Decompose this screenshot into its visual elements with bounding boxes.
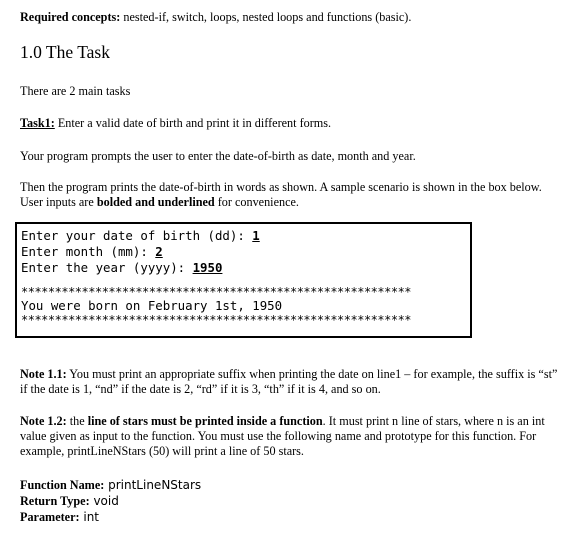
note-1-2-bold: line of stars must be printed inside a function xyxy=(87,414,323,428)
input-year: 1950 xyxy=(192,260,223,275)
prompt-year: Enter the year (yyyy): xyxy=(21,260,193,275)
return-type-line xyxy=(20,494,119,509)
function-name-label: Function Name: xyxy=(20,478,105,492)
required-concepts-label: Required concepts: xyxy=(20,10,121,24)
tasks-intro: There are 2 main tasks xyxy=(20,84,131,98)
required-concepts-text: nested-if, switch, loops, nested loops and functions (basic). xyxy=(120,10,412,24)
then-text-bold: bolded and underlined xyxy=(96,195,215,209)
input-day: 1 xyxy=(252,228,260,243)
parameter-label: Parameter: xyxy=(20,510,80,524)
then-paragraph xyxy=(20,180,560,210)
then-text-after: for convenience. xyxy=(214,195,299,209)
sample-result: You were born on February 1st, 1950 xyxy=(21,298,283,313)
stars-line-bottom: ********************************************************** xyxy=(21,314,412,326)
note-1-1-text: You must print an appropriate suffix when printing the date on line1 – for example, the suffix is “st” if the date is 1, “nd” if the date is 2, “rd” if it is 3, “th” if it is 4, and so on. xyxy=(20,367,558,396)
section-title: 1.0 The Task xyxy=(20,42,110,62)
input-month: 2 xyxy=(155,244,163,259)
note-1-2-label: Note 1.2: xyxy=(20,414,67,428)
parameter-value: int xyxy=(79,510,100,524)
prompt-month: Enter month (mm): xyxy=(21,244,156,259)
prompt-day: Enter your date of birth (dd): xyxy=(21,228,253,243)
task1-line xyxy=(20,116,331,131)
note-1-2-text-2: . It must print n line of stars, where n is an int value given as input to the function. You must use the following name and prototype for this function. For example, printLineNStars (50) will print a line of 50 stars. xyxy=(20,414,545,458)
parameter-line xyxy=(20,510,99,525)
note-1-1-label: Note 1.1: xyxy=(20,367,67,381)
function-name-line xyxy=(20,478,201,493)
stars-line-top: ********************************************************** xyxy=(21,286,412,298)
then-text-before: Then the program prints the date-of-birth in words as shown. A sample scenario is shown in the box below. User inputs are xyxy=(20,180,542,209)
task1-label: Task1: xyxy=(20,116,55,130)
note-1-2 xyxy=(20,414,560,459)
sample-line-year xyxy=(21,260,470,276)
note-1-1 xyxy=(20,367,560,397)
note-1-2-text-1: the xyxy=(66,414,88,428)
sample-line-month xyxy=(21,244,470,260)
return-type-value: void xyxy=(89,494,119,508)
sample-line-day xyxy=(21,228,470,244)
return-type-label: Return Type: xyxy=(20,494,90,508)
prompt-paragraph: Your program prompts the user to enter the date-of-birth as date, month and year. xyxy=(20,149,416,163)
task1-text: Enter a valid date of birth and print it in different forms. xyxy=(54,116,332,130)
required-concepts xyxy=(20,10,411,25)
function-name-value: printLineNStars xyxy=(104,478,202,492)
sample-output-box xyxy=(15,222,472,338)
